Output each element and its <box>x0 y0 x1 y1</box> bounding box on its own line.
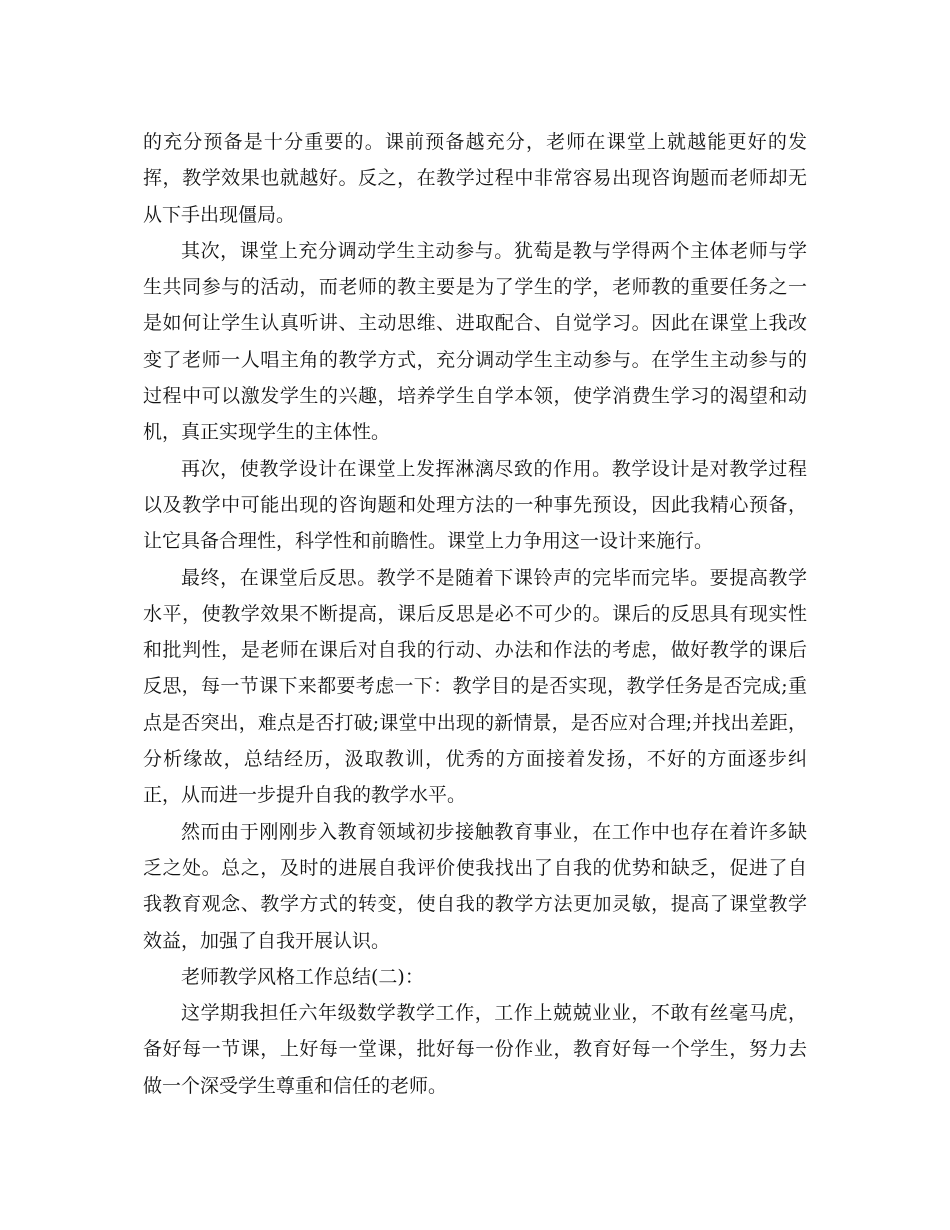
paragraph-sixth-grade-math: 这学期我担任六年级数学教学工作，工作上兢兢业业，不敢有丝毫马虎，备好每一节课，上好每一堂课，批好每一份作业，教育好每一个学生，努力去做一个深受学生尊重和信任的老师。 <box>143 1002 807 1097</box>
paragraph-reflection: 最终，在课堂后反思。教学不是随着下课铃声的完毕而完毕。要提高教学水平，使教学效果不断提高，课后反思是必不可少的。课后的反思具有现实性和批判性，是老师在课后对自我的行动、办法和作法的考虑，做好教学的课后反思，每一节课下来都要考虑一下：教学目的是否实现，教学任务是否完成;重点是否突出，难点是否打破;课堂中出现的新情景，是否应对合理;并找出差距，分析缘故，总结经历，汲取教训，优秀的方面接着发扬，不好的方面逐步纠正，从而进一步提升自我的教学水平。 <box>143 566 807 807</box>
paragraph-student-participation: 其次，课堂上充分调动学生主动参与。犹萄是教与学得两个主体老师与学生共同参与的活动，而老师的教主要是为了学生的学，老师教的重要任务之一是如何让学生认真听讲、主动思维、进取配合、自觉学习。因此在课堂上我改变了老师一人唱主角的教学方式，充分调动学生主动参与。在学生主动参与的过程中可以激发学生的兴趣，培养学生自学本领，使学消费生学习的渴望和动机，真正实现学生的主体性。 <box>143 239 807 444</box>
paragraph-teaching-design: 再次，使教学设计在课堂上发挥淋漓尽致的作用。教学设计是对教学过程以及教学中可能出现的咨询题和处理方法的一种事先预设，因此我精心预备，让它具备合理性，科学性和前瞻性。课堂上力争用这一设计来施行。 <box>143 457 807 553</box>
paragraph-preparation: 的充分预备是十分重要的。课前预备越充分，老师在课堂上就越能更好的发挥，教学效果也就越好。反之，在教学过程中非常容易出现咨询题而老师却无从下手出现僵局。 <box>143 131 807 226</box>
document-body <box>143 124 807 1104</box>
paragraph-summary: 然而由于刚刚步入教育领域初步接触教育事业，在工作中也存在着许多缺乏之处。总之，及时的进展自我评价使我找出了自我的优势和缺乏，促进了自我教育观念、教学方式的转变，使自我的教学方法更加灵敏，提高了课堂教学效益，加强了自我开展认识。 <box>143 820 807 952</box>
section-heading: 老师教学风格工作总结(二)： <box>181 965 424 988</box>
